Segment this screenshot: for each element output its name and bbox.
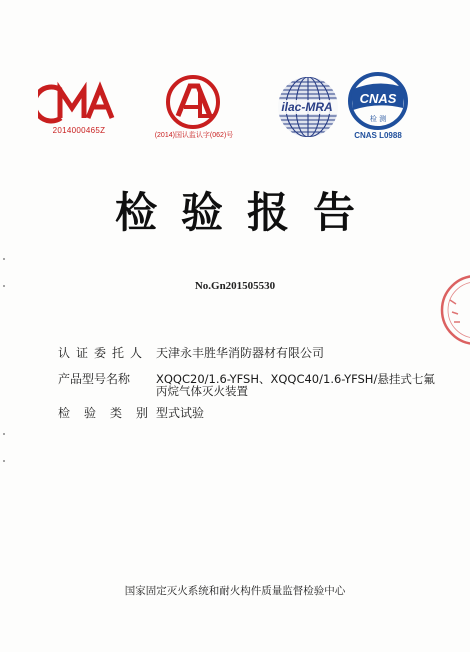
issuing-organization: 国家固定灭火系统和耐火构件质量监督检验中心 [124, 585, 346, 597]
cnas-code: CNAS L0988 [354, 131, 402, 140]
field-client-label: 认证委托人 [58, 346, 149, 360]
cnas-mark-icon [345, 72, 411, 130]
field-client-value: 天津永丰胜华消防器材有限公司 [156, 346, 325, 360]
page-title: 检验报告 [114, 188, 379, 237]
field-test-type-label: 检验类别 [58, 406, 163, 420]
red-stamp-icon [436, 270, 470, 350]
ilac-text: ilac-MRA [281, 100, 333, 114]
field-product-value: XQQC20/1.6-YFSH、XQQC40/1.6-YFSH/悬挂式七氟丙烷气体灭火装置 [156, 372, 435, 398]
cal-mark-icon [164, 74, 222, 130]
cma-logo [38, 80, 120, 140]
field-test-type-value: 型式试验 [156, 406, 205, 420]
margin-mark [3, 285, 5, 287]
margin-mark [3, 460, 5, 462]
ilac-globe-icon [268, 72, 346, 142]
cma-mark-icon [38, 80, 120, 124]
cnas-sub: 检 测 [369, 115, 387, 123]
cnas-text: CNAS [359, 91, 397, 106]
report-number: No.Gn201505530 [194, 280, 276, 292]
margin-mark [3, 258, 5, 260]
cma-code: 2014000465Z [52, 126, 106, 135]
cal-code: (2014)国认监认字(062)号 [154, 132, 234, 139]
field-product-label: 产品型号名称 [58, 372, 131, 386]
cnas-logo [345, 72, 415, 144]
margin-mark [3, 433, 5, 435]
cal-logo [148, 74, 240, 144]
ilac-mra-logo [268, 72, 346, 142]
